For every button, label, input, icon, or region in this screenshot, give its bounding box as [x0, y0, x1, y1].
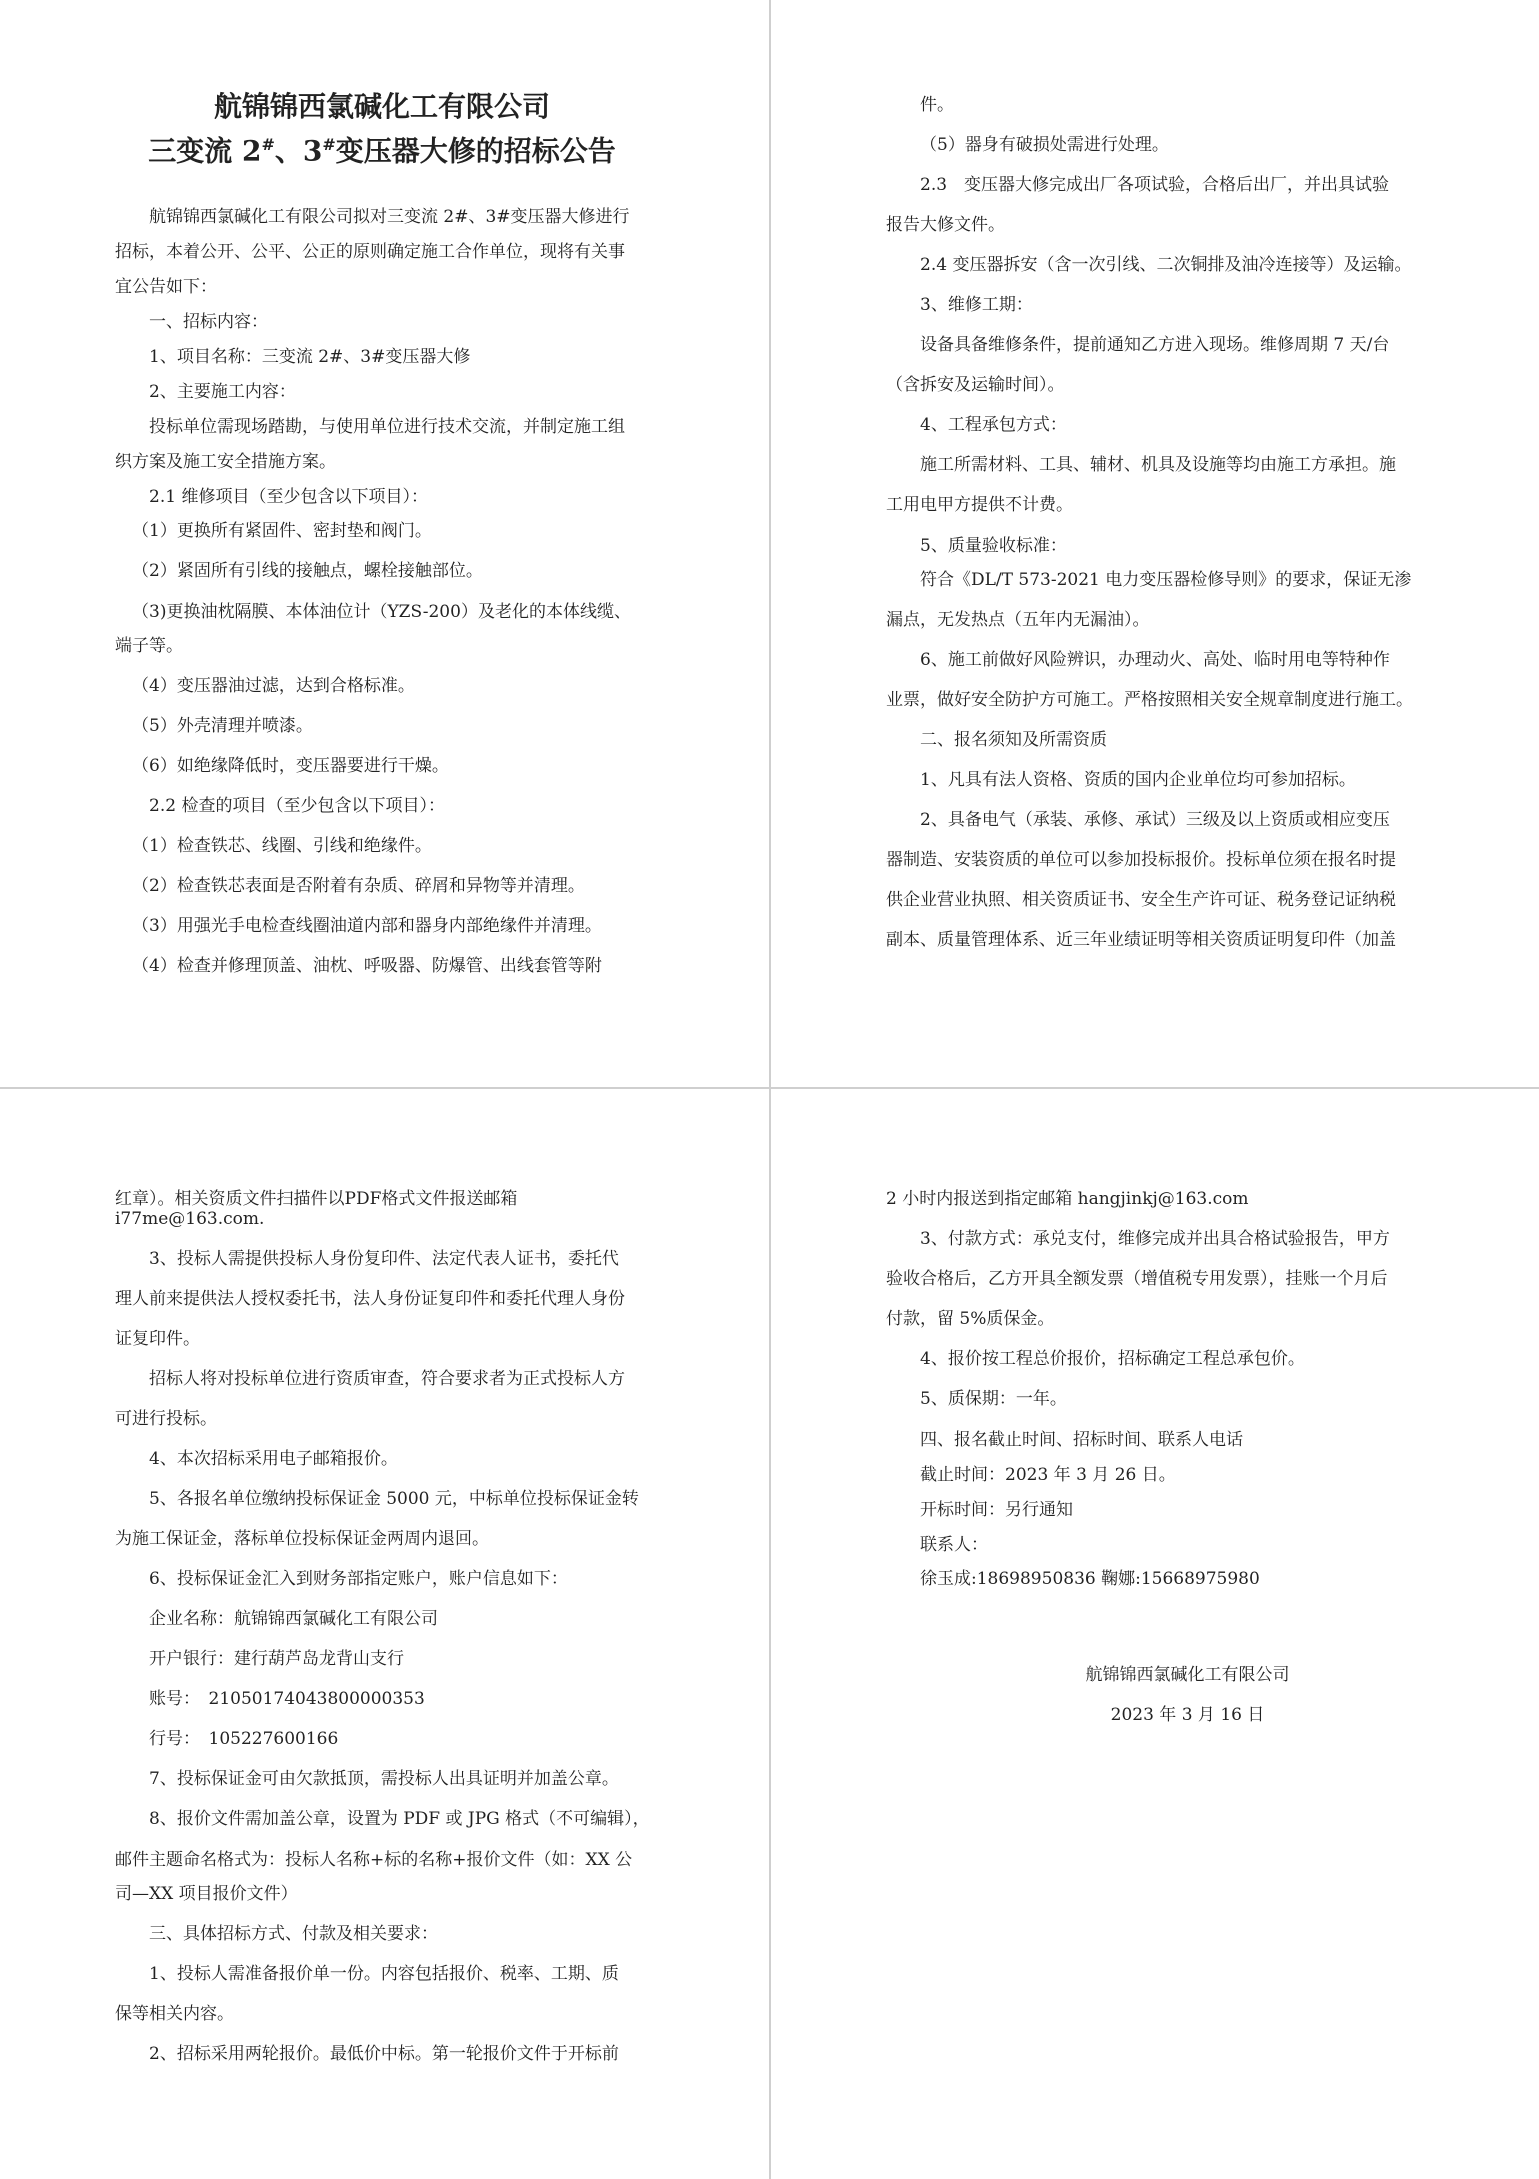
paragraph: 4、工程承包方式：	[920, 415, 1067, 435]
paragraph: 航锦锦西氯碱化工有限公司拟对三变流 2#、3#变压器大修进行	[149, 207, 630, 228]
paragraph: （6）如绝缘降低时，变压器要进行干燥。	[132, 756, 449, 777]
paragraph: （5）外壳清理并喷漆。	[132, 716, 313, 737]
paragraph: （3）用强光手电检查线圈油道内部和器身内部绝缘件并清理。	[132, 916, 602, 937]
paragraph: 漏点，无发热点（五年内无漏油）。	[886, 610, 1150, 630]
paragraph: 司—XX 项目报价文件）	[115, 1884, 298, 1904]
paragraph: 7、投标保证金可由欠款抵顶，需投标人出具证明并加盖公章。	[149, 1769, 619, 1789]
paragraph: （1）更换所有紧固件、密封垫和阀门。	[132, 521, 432, 542]
paragraph: （2）紧固所有引线的接触点，螺栓接触部位。	[132, 561, 483, 582]
paragraph: 1、凡具有法人资格、资质的国内企业单位均可参加招标。	[920, 770, 1356, 790]
opening-time-line: 开标时间：另行通知	[920, 1500, 1073, 1520]
paragraph: 5、各报名单位缴纳投标保证金 5000 元，中标单位投标保证金转	[149, 1489, 639, 1509]
paragraph: 投标单位需现场踏勘，与使用单位进行技术交流，并制定施工组	[149, 417, 625, 438]
paragraph: 邮件主题命名格式为：投标人名称+标的名称+报价文件（如：XX 公	[115, 1850, 633, 1870]
paragraph: 供企业营业执照、相关资质证书、安全生产许可证、税务登记证纳税	[886, 890, 1396, 910]
paragraph: 付款，留 5%质保金。	[886, 1309, 1055, 1329]
title-company: 航锦锦西氯碱化工有限公司	[213, 90, 550, 123]
paragraph: 3、付款方式：承兑支付，维修完成并出具合格试验报告，甲方	[920, 1229, 1390, 1249]
paragraph: 理人前来提供法人授权委托书，法人身份证复印件和委托代理人身份	[115, 1289, 625, 1309]
paragraph: 保等相关内容。	[115, 2004, 234, 2024]
paragraph: 副本、质量管理体系、近三年业绩证明等相关资质证明复印件（加盖	[886, 930, 1396, 950]
bank-line: 开户银行：建行葫芦岛龙背山支行	[149, 1649, 404, 1669]
paragraph: 招标，本着公开、公平、公正的原则确定施工合作单位，现将有关事	[115, 242, 625, 263]
paragraph: 可进行投标。	[115, 1409, 217, 1429]
paragraph: 证复印件。	[115, 1329, 200, 1349]
paragraph: 3、维修工期：	[920, 295, 1033, 315]
deadline-line: 截止时间：2023 年 3 月 26 日。	[920, 1465, 1176, 1485]
paragraph: （1）检查铁芯、线圈、引线和绝缘件。	[132, 836, 432, 857]
paragraph: 符合《DL/T 573-2021 电力变压器检修导则》的要求，保证无渗	[920, 570, 1412, 590]
paragraph: 2 小时内报送到指定邮箱 hangjinkj@163.com	[886, 1189, 1249, 1209]
paragraph: 施工所需材料、工具、辅材、机具及设施等均由施工方承担。施	[920, 455, 1396, 475]
paragraph: 8、报价文件需加盖公章，设置为 PDF 或 JPG 格式（不可编辑），	[149, 1809, 650, 1829]
paragraph: （含拆安及运输时间）。	[886, 375, 1065, 395]
document-page-2	[771, 0, 1539, 1087]
paragraph: 6、投标保证金汇入到财务部指定账户，账户信息如下：	[149, 1569, 568, 1589]
document-title	[115, 88, 649, 170]
signature-company: 航锦锦西氯碱化工有限公司	[1085, 1665, 1290, 1685]
title-subject: 三变流 2#、3#变压器大修的招标公告	[148, 134, 616, 168]
paragraph: 3、投标人需提供投标人身份复印件、法定代表人证书，委托代	[149, 1249, 619, 1269]
paragraph: 4、本次招标采用电子邮箱报价。	[149, 1449, 398, 1469]
paragraph: 2、具备电气（承装、承修、承试）三级及以上资质或相应变压	[920, 810, 1390, 830]
paragraph: （4）检查并修理顶盖、油枕、呼吸器、防爆管、出线套管等附	[132, 956, 602, 977]
paragraph: 验收合格后，乙方开具全额发票（增值税专用发票），挂账一个月后	[886, 1269, 1388, 1289]
paragraph: 件。	[920, 95, 954, 115]
document-page-3	[0, 1089, 769, 2179]
contact-label: 联系人：	[920, 1535, 988, 1555]
paragraph: 2、主要施工内容：	[149, 382, 296, 403]
paragraph: 5、质量验收标准：	[920, 536, 1067, 556]
paragraph: （5）器身有破损处需进行处理。	[920, 135, 1169, 155]
paragraph: 招标人将对投标单位进行资质审查，符合要求者为正式投标人方	[149, 1369, 625, 1389]
paragraph: 业票，做好安全防护方可施工。严格按照相关安全规章制度进行施工。	[886, 690, 1413, 710]
document-page-4	[771, 1089, 1539, 2179]
paragraph: 设备具备维修条件，提前通知乙方进入现场。维修周期 7 天/台	[920, 335, 1390, 355]
paragraph: 2.2 检查的项目（至少包含以下项目）：	[149, 796, 445, 817]
paragraph: 工用电甲方提供不计费。	[886, 495, 1073, 515]
section-heading: 一、招标内容：	[149, 312, 268, 333]
paragraph: 2、招标采用两轮报价。最低价中标。第一轮报价文件于开标前	[149, 2044, 619, 2064]
account-number-line: 账号： 21050174043800000353	[149, 1689, 425, 1709]
paragraph: 1、投标人需准备报价单一份。内容包括报价、税率、工期、质	[149, 1964, 619, 1984]
paragraph: 报告大修文件。	[886, 215, 1005, 235]
paragraph: 4、报价按工程总价报价，招标确定工程总承包价。	[920, 1349, 1305, 1369]
paragraph: 织方案及施工安全措施方案。	[115, 452, 336, 473]
paragraph: 器制造、安装资质的单位可以参加投标报价。投标单位须在报名时提	[886, 850, 1396, 870]
paragraph: 1、项目名称：三变流 2#、3#变压器大修	[149, 347, 471, 368]
paragraph: 5、质保期：一年。	[920, 1389, 1067, 1409]
paragraph: 2.1 维修项目（至少包含以下项目）：	[149, 487, 428, 508]
paragraph: 6、施工前做好风险辨识，办理动火、高处、临时用电等特种作	[920, 650, 1390, 670]
paragraph: 2.4 变压器拆安（含一次引线、二次铜排及油冷连接等）及运输。	[920, 255, 1412, 275]
paragraph: 为施工保证金，落标单位投标保证金两周内退回。	[115, 1529, 489, 1549]
paragraph: 2.3 变压器大修完成出厂各项试验，合格后出厂，并出具试验	[920, 175, 1390, 195]
signature-date: 2023 年 3 月 16 日	[1110, 1705, 1265, 1725]
document-page-1	[0, 0, 769, 1087]
paragraph: 宜公告如下：	[115, 277, 217, 298]
bank-code-line: 行号： 105227600166	[149, 1729, 339, 1749]
paragraph: 红章）。相关资质文件扫描件以PDF格式文件报送邮箱i77me@163.com.	[115, 1189, 518, 1229]
paragraph: （3)更换油枕隔膜、本体油位计（YZS-200）及老化的本体线缆、	[132, 602, 631, 623]
paragraph: （2）检查铁芯表面是否附着有杂质、碎屑和异物等并清理。	[132, 876, 585, 897]
company-name-line: 企业名称：航锦锦西氯碱化工有限公司	[149, 1609, 438, 1629]
paragraph: （4）变压器油过滤，达到合格标准。	[132, 676, 415, 697]
section-heading: 四、报名截止时间、招标时间、联系人电话	[920, 1430, 1243, 1450]
contact-phones: 徐玉成:18698950836 鞠娜:15668975980	[920, 1569, 1260, 1589]
section-heading: 二、报名须知及所需资质	[920, 730, 1107, 750]
section-heading: 三、具体招标方式、付款及相关要求：	[149, 1924, 438, 1944]
paragraph: 端子等。	[115, 636, 183, 657]
